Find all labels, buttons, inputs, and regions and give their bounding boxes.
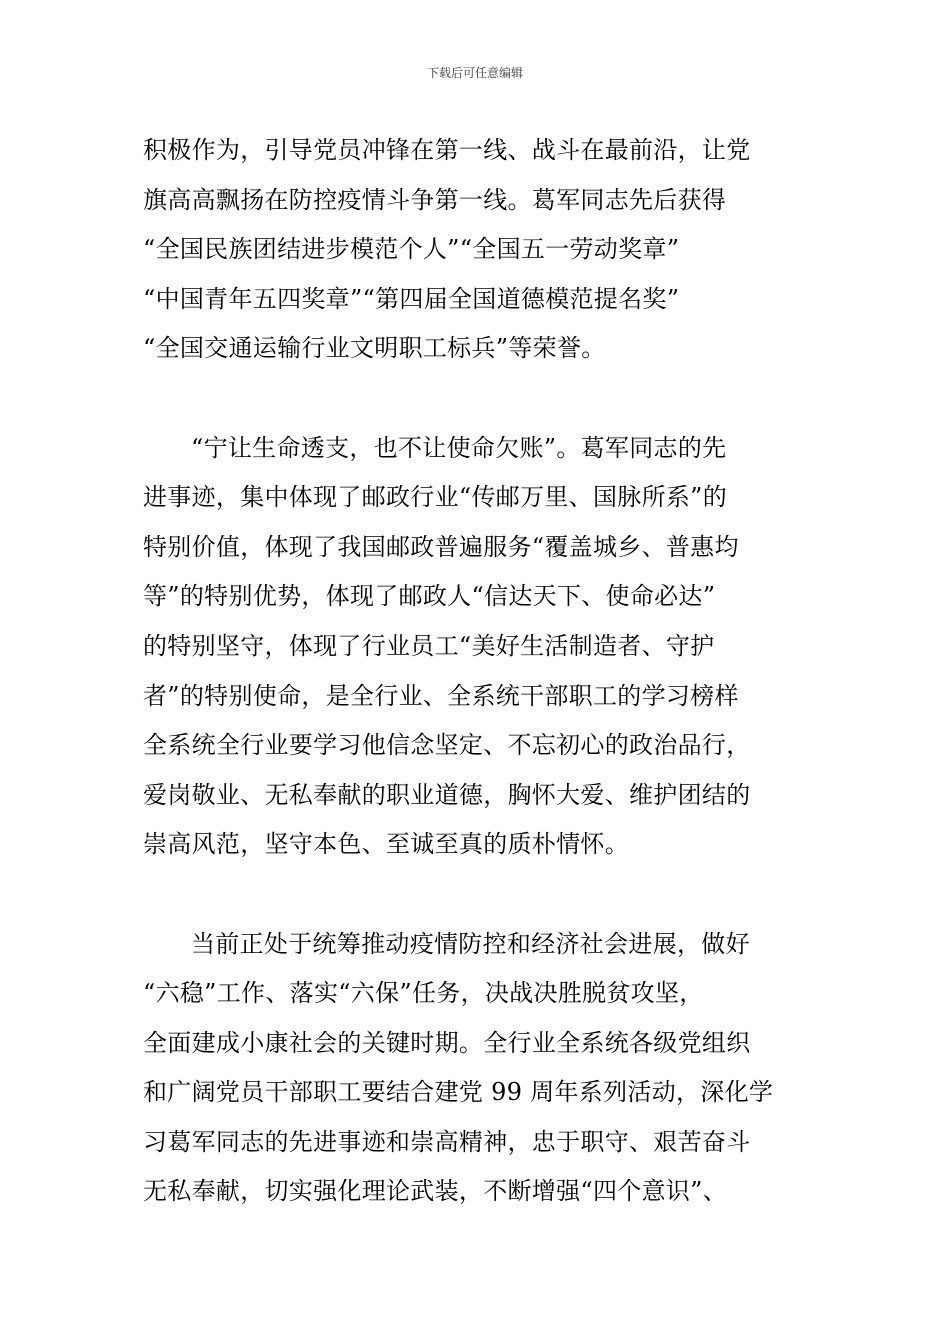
paragraph-line: 全系统全行业要学习他信念坚定、不忘初心的政治品行，	[143, 731, 751, 760]
paragraph-line: 当前正处于统筹推动疫情防控和经济社会进展，做好	[191, 929, 750, 958]
paragraph-line: 习葛军同志的先进事迹和崇高精神，忠于职守、艰苦奋斗	[143, 1127, 751, 1156]
paragraph-line: “全国民族团结进步模范个人”“全国五一劳动奖章”	[143, 235, 680, 264]
paragraph-line: “宁让生命透支，也不让使命欠账”。葛军同志的先	[191, 433, 727, 462]
paragraph-spacer	[143, 374, 811, 424]
paragraph-line: 和广阔党员干部职工要结合建党 99 周年系列活动，深化学	[143, 1078, 774, 1107]
document-body	[143, 126, 811, 1217]
paragraph-line: “六稳”工作、落实“六保”任务，决战决胜脱贫攻坚，	[143, 979, 704, 1008]
page-header: 下载后可任意编辑	[426, 66, 523, 80]
paragraph-line: 的特别坚守，体现了行业员工“美好生活制造者、守护	[143, 631, 715, 660]
paragraph-3	[143, 920, 811, 1218]
paragraph-line: 无私奉献，切实强化理论武装，不断增强“四个意识”、	[143, 1177, 728, 1206]
paragraph-line: 崇高风范，坚守本色、至诚至真的质朴情怀。	[143, 830, 629, 859]
paragraph-line: 等”的特别优势，体现了邮政人“信达天下、使命必达”	[143, 582, 716, 611]
paragraph-2	[143, 424, 811, 870]
paragraph-line: 进事迹，集中体现了邮政行业“传邮万里、国脉所系”的	[143, 483, 728, 512]
paragraph-spacer	[143, 870, 811, 920]
paragraph-line: 旗高高飘扬在防控疫情斗争第一线。葛军同志先后获得	[143, 185, 727, 214]
paragraph-line: 者”的特别使命，是全行业、全系统干部职工的学习榜样	[143, 681, 739, 710]
paragraph-line: “全国交通运输行业文明职工标兵”等荣誉。	[143, 334, 606, 363]
paragraph-line: 爱岗敬业、无私奉献的职业道德，胸怀大爱、维护团结的	[143, 780, 751, 809]
paragraph-line: “中国青年五四奖章”“第四届全国道德模范提名奖”	[143, 284, 680, 313]
paragraph-line: 全面建成小康社会的关键时期。全行业全系统各级党组织	[143, 1028, 751, 1057]
paragraph-line: 特别价值，体现了我国邮政普遍服务“覆盖城乡、普惠均	[143, 532, 739, 561]
paragraph-line: 积极作为，引导党员冲锋在第一线、战斗在最前沿，让党	[143, 136, 751, 164]
paragraph-1	[143, 126, 811, 374]
